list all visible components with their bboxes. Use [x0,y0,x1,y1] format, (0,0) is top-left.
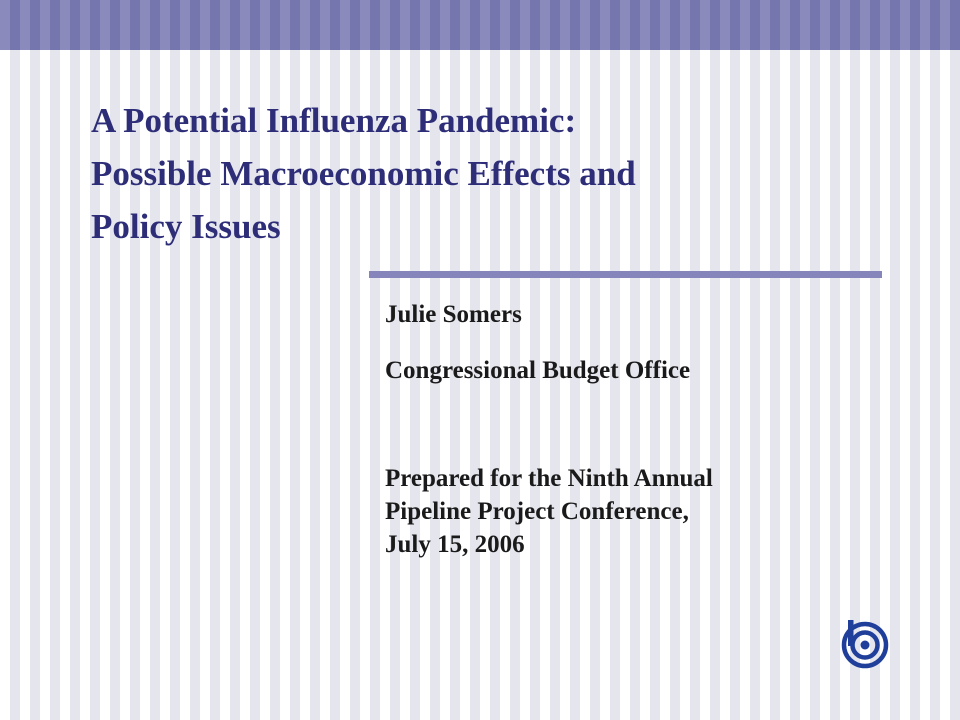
presenter-organization: Congressional Budget Office [385,357,691,384]
event-line-3: July 15, 2006 [385,531,525,558]
title-line-3: Policy Issues [91,207,281,246]
slide-title [91,94,911,253]
event-info [385,462,713,561]
title-line-2: Possible Macroeconomic Effects and [91,154,636,193]
title-line-1: A Potential Influenza Pandemic: [91,101,577,140]
title-divider [369,271,882,278]
event-line-1: Prepared for the Ninth Annual [385,465,713,492]
event-line-2: Pipeline Project Conference, [385,498,689,525]
header-band [0,0,960,50]
presenter-name: Julie Somers [385,301,522,328]
cbo-logo-icon [838,617,890,669]
